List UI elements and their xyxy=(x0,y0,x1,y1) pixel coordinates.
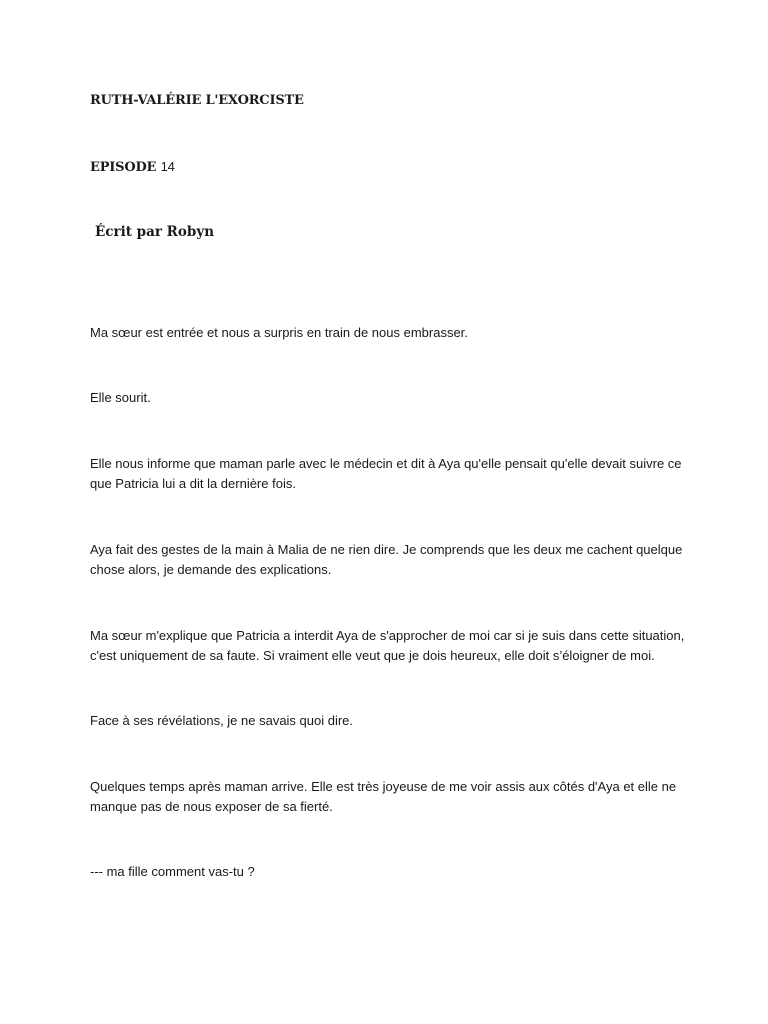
paragraph-line: Aya fait des gestes de la main à Malia de ne rien dire. Je comprends que les deux me cachent quelque xyxy=(90,542,683,557)
episode-number: 14 xyxy=(160,159,175,174)
paragraph-line: chose alors, je demande des explications. xyxy=(90,562,332,577)
paragraph-line: Elle sourit. xyxy=(90,390,151,405)
episode-label: EPISODE xyxy=(90,160,157,175)
paragraph-4 xyxy=(90,540,690,580)
paragraph-line: que Patricia lui a dit la dernière fois. xyxy=(90,476,296,491)
paragraph-8 xyxy=(90,862,690,882)
paragraph-line: Face à ses révélations, je ne savais quoi dire. xyxy=(90,713,354,728)
paragraph-1 xyxy=(90,323,690,343)
paragraph-line: --- ma fille comment vas-tu ? xyxy=(90,864,255,879)
paragraph-line: Ma sœur est entrée et nous a surpris en train de nous embrasser. xyxy=(90,325,468,340)
paragraph-3 xyxy=(90,454,690,494)
paragraph-2 xyxy=(90,388,690,408)
document-title: RUTH-VALÉRIE L'EXORCISTE xyxy=(90,93,304,108)
author-line: Écrit par Robyn xyxy=(95,224,215,240)
paragraph-line: Elle nous informe que maman parle avec le médecin et dit à Aya qu'elle pensait qu'elle devait suivre ce xyxy=(90,456,682,471)
paragraph-line: Ma sœur m'explique que Patricia a interdit Aya de s'approcher de moi car si je suis dans cette situation, xyxy=(90,628,685,643)
paragraph-line: manque pas de nous exposer de sa fierté. xyxy=(90,799,333,814)
paragraph-6 xyxy=(90,711,690,731)
paragraph-5 xyxy=(90,626,690,666)
paragraph-line: Quelques temps après maman arrive. Elle est très joyeuse de me voir assis aux côtés d'Aya et elle ne xyxy=(90,779,677,794)
episode-heading xyxy=(90,159,690,175)
paragraph-line: c'est uniquement de sa faute. Si vraiment elle veut que je dois heureux, elle doit s’éloigner de moi. xyxy=(90,648,655,663)
paragraph-7 xyxy=(90,777,690,817)
